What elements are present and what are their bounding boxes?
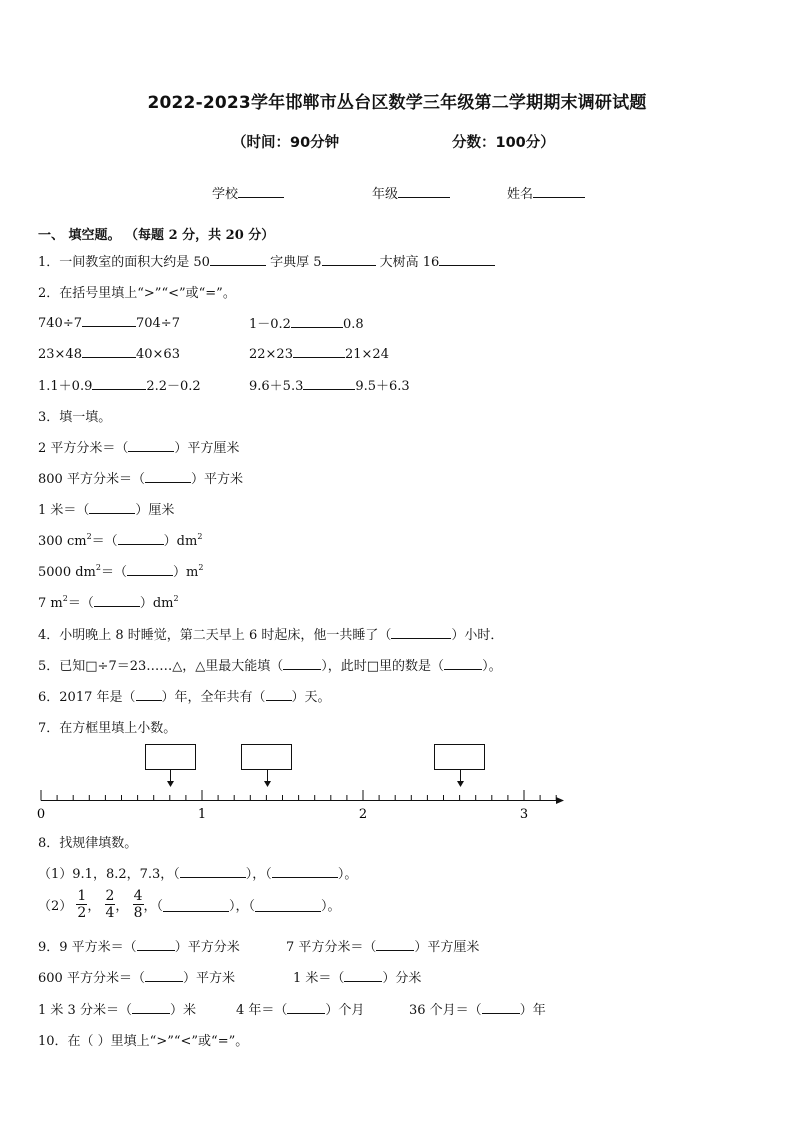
q8-text: ）。: [337, 867, 358, 882]
school-field[interactable]: [212, 183, 284, 202]
question-10: 10．在（ ）里填上“>”“<”或“=”。: [38, 1034, 249, 1049]
q9-item: 7 平方分米＝（ ）平方厘米: [286, 936, 479, 955]
name-blank[interactable]: [533, 184, 585, 198]
q1-blank-3[interactable]: [439, 252, 495, 266]
q3-line-3: [38, 499, 174, 518]
q9-blank[interactable]: [344, 968, 382, 982]
question-4: [38, 624, 503, 643]
grade-field[interactable]: [372, 183, 450, 202]
q9-blank[interactable]: [376, 937, 414, 951]
axis-label: 0: [36, 807, 46, 822]
q9-item: 600 平方分米＝（ ）平方米: [38, 967, 235, 986]
q3-blank[interactable]: [145, 469, 191, 483]
number-line-axis: [41, 797, 564, 804]
q9-item: 1 米 3 分米＝（ ）米: [38, 999, 196, 1018]
q3-line-6: [38, 592, 179, 611]
q2-expr: 9.5＋6.3: [355, 379, 410, 394]
question-1: [38, 251, 495, 270]
q8-blank[interactable]: [255, 898, 321, 912]
q8-blank[interactable]: [163, 898, 229, 912]
q3-text: ）平方厘米: [174, 441, 240, 456]
q8-text: ）。: [321, 899, 341, 914]
fraction: $\frac{4}{8}$: [133, 888, 143, 921]
q3-text: 800 平方分米＝（: [38, 472, 145, 487]
q5-text: ）。: [482, 659, 502, 674]
q2-row-1-right: [249, 313, 364, 332]
number-line-ticks: [41, 790, 556, 801]
q2-row-1-left: [38, 313, 180, 331]
q1-blank-2[interactable]: [322, 252, 376, 266]
q3-blank[interactable]: [128, 438, 174, 452]
school-label: 学校: [212, 187, 239, 202]
name-field[interactable]: [507, 183, 585, 202]
q2-row-2-left: [38, 344, 180, 362]
q3-blank[interactable]: [89, 500, 135, 514]
section-header: 一、 填空题。 （每题 2 分，共 20 分）: [38, 228, 275, 243]
q9-blank[interactable]: [145, 968, 183, 982]
q2-expr: 704÷7: [135, 316, 180, 331]
q2-expr: 22×23: [249, 347, 293, 362]
q3-line-4: [38, 530, 202, 549]
q1-text-a: 1．一间教室的面积大约是 50: [38, 255, 210, 270]
q3-text: 2 平方分米＝（: [38, 441, 129, 456]
q3-sup: 2: [86, 532, 92, 541]
q2-row-2-right: [249, 344, 389, 362]
answer-box-1[interactable]: [146, 745, 196, 788]
q5-blank-1[interactable]: [283, 656, 321, 670]
q5-blank-2[interactable]: [444, 656, 482, 670]
q4-text: 4．小明晚上 8 时睡觉，第二天早上 6 时起床，他一共睡了（: [38, 628, 392, 643]
q8-text: ），（: [229, 899, 256, 914]
q2-expr: 1.1＋0.9: [38, 379, 93, 394]
q2-expr: 0.8: [342, 317, 364, 332]
number-line: [30, 740, 570, 824]
q2-blank[interactable]: [291, 314, 343, 328]
q3-line-1: [38, 437, 239, 456]
answer-box-3[interactable]: [435, 745, 485, 788]
q2-blank[interactable]: [82, 313, 136, 327]
grade-blank[interactable]: [398, 184, 450, 198]
grade-label: 年级: [372, 187, 399, 202]
question-2-stem: 2．在括号里填上“>”“<”或“=”。: [38, 286, 236, 301]
question-6: [38, 686, 331, 705]
q8-sep: ，: [115, 899, 129, 914]
page-title: 2022-2023学年邯郸市丛台区数学三年级第二学期期末调研试题: [147, 93, 647, 113]
question-3-stem: 3．填一填。: [38, 410, 112, 425]
q3-text: 5000 dm: [38, 565, 96, 580]
q3-text: ＝（: [67, 596, 94, 611]
q3-text: ）m: [172, 565, 199, 580]
q8-text: ），（: [245, 867, 272, 882]
q3-text: 1 米＝（: [38, 503, 90, 518]
total-score: 分数：100分）: [452, 135, 555, 151]
q2-expr: 9.6＋5.3: [249, 379, 304, 394]
q3-text: ）dm: [163, 534, 198, 549]
axis-label: 2: [358, 807, 368, 822]
q3-blank[interactable]: [94, 593, 140, 607]
q5-text: 5．已知□÷7＝23……△，△里最大能填（: [38, 659, 284, 674]
answer-box-2[interactable]: [242, 745, 292, 788]
school-blank[interactable]: [238, 184, 284, 198]
q3-text: ）dm: [139, 596, 174, 611]
q8-blank[interactable]: [180, 864, 246, 878]
q3-text: 300 cm: [38, 534, 87, 549]
q3-blank[interactable]: [127, 562, 173, 576]
q2-expr: 40×63: [135, 347, 180, 362]
q6-blank-2[interactable]: [266, 687, 292, 701]
q1-blank-1[interactable]: [210, 252, 266, 266]
q9-item: 9．9 平方米＝（ ）平方分米: [38, 936, 240, 955]
q3-text: ）平方米: [190, 472, 243, 487]
q6-text: ）年，全年共有（: [161, 690, 266, 705]
q6-text: 6．2017 年是（: [38, 690, 136, 705]
q6-text: ）天。: [291, 690, 331, 705]
q2-blank[interactable]: [293, 344, 345, 358]
q2-blank[interactable]: [303, 376, 355, 390]
q3-line-2: [38, 468, 243, 487]
q3-text: ＝（: [91, 534, 118, 549]
q9-blank[interactable]: [482, 1000, 520, 1014]
q9-blank[interactable]: [137, 937, 175, 951]
q2-expr: 21×24: [344, 347, 389, 362]
q1-text-c: 大树高 16: [379, 255, 440, 270]
q2-blank[interactable]: [82, 344, 136, 358]
fraction: $\frac{2}{4}$: [105, 888, 115, 921]
q8-text: （2）: [38, 899, 73, 914]
q4-blank[interactable]: [391, 625, 451, 639]
q9-item: 4 年＝（ ）个月: [236, 999, 364, 1018]
q9-item: 36 个月＝（ ）年: [409, 999, 546, 1018]
q9-blank[interactable]: [132, 1000, 170, 1014]
q3-sup: 2: [198, 563, 204, 572]
q2-row-3-left: [38, 375, 201, 394]
q8-sep: ，: [87, 899, 101, 914]
q3-text: ）厘米: [135, 503, 175, 518]
q3-blank[interactable]: [118, 531, 164, 545]
q2-expr: 1－0.2: [249, 317, 291, 332]
q2-expr: 2.2－0.2: [146, 379, 201, 394]
q8-text: ，（: [143, 899, 164, 914]
q3-sup: 2: [95, 563, 101, 572]
q8-text: （1）9.1，8.2，7.3，（: [38, 867, 180, 882]
q3-line-5: [38, 561, 203, 580]
question-7-stem: 7．在方框里填上小数。: [38, 721, 177, 736]
q6-blank-1[interactable]: [136, 687, 162, 701]
q3-sup: 2: [62, 594, 68, 603]
name-label: 姓名: [507, 187, 534, 202]
q2-blank[interactable]: [92, 376, 146, 390]
q3-sup: 2: [197, 532, 203, 541]
axis-label: 1: [197, 807, 207, 822]
q2-expr: 740÷7: [38, 316, 82, 331]
q4-text: ）小时．: [451, 628, 504, 643]
q2-expr: 23×48: [38, 347, 82, 362]
q9-blank[interactable]: [287, 1000, 325, 1014]
question-8-stem: 8．找规律填数。: [38, 836, 138, 851]
question-5: [38, 655, 502, 674]
q2-row-3-right: [249, 375, 410, 394]
time-limit: （时间：90分钟: [232, 135, 340, 151]
q8-blank[interactable]: [272, 864, 338, 878]
q3-text: ＝（: [100, 565, 127, 580]
axis-label: 3: [519, 807, 529, 822]
q3-text: 7 m: [38, 596, 63, 611]
q8-line-2: [38, 888, 341, 921]
q9-item: 1 米＝（ ）分米: [293, 967, 421, 986]
q8-line-1: [38, 863, 357, 882]
fraction: $\frac{1}{2}$: [77, 888, 87, 921]
q1-text-b: 字典厚 5: [270, 255, 322, 270]
q5-text: ），此时□里的数是（: [321, 659, 445, 674]
q3-sup: 2: [173, 594, 179, 603]
